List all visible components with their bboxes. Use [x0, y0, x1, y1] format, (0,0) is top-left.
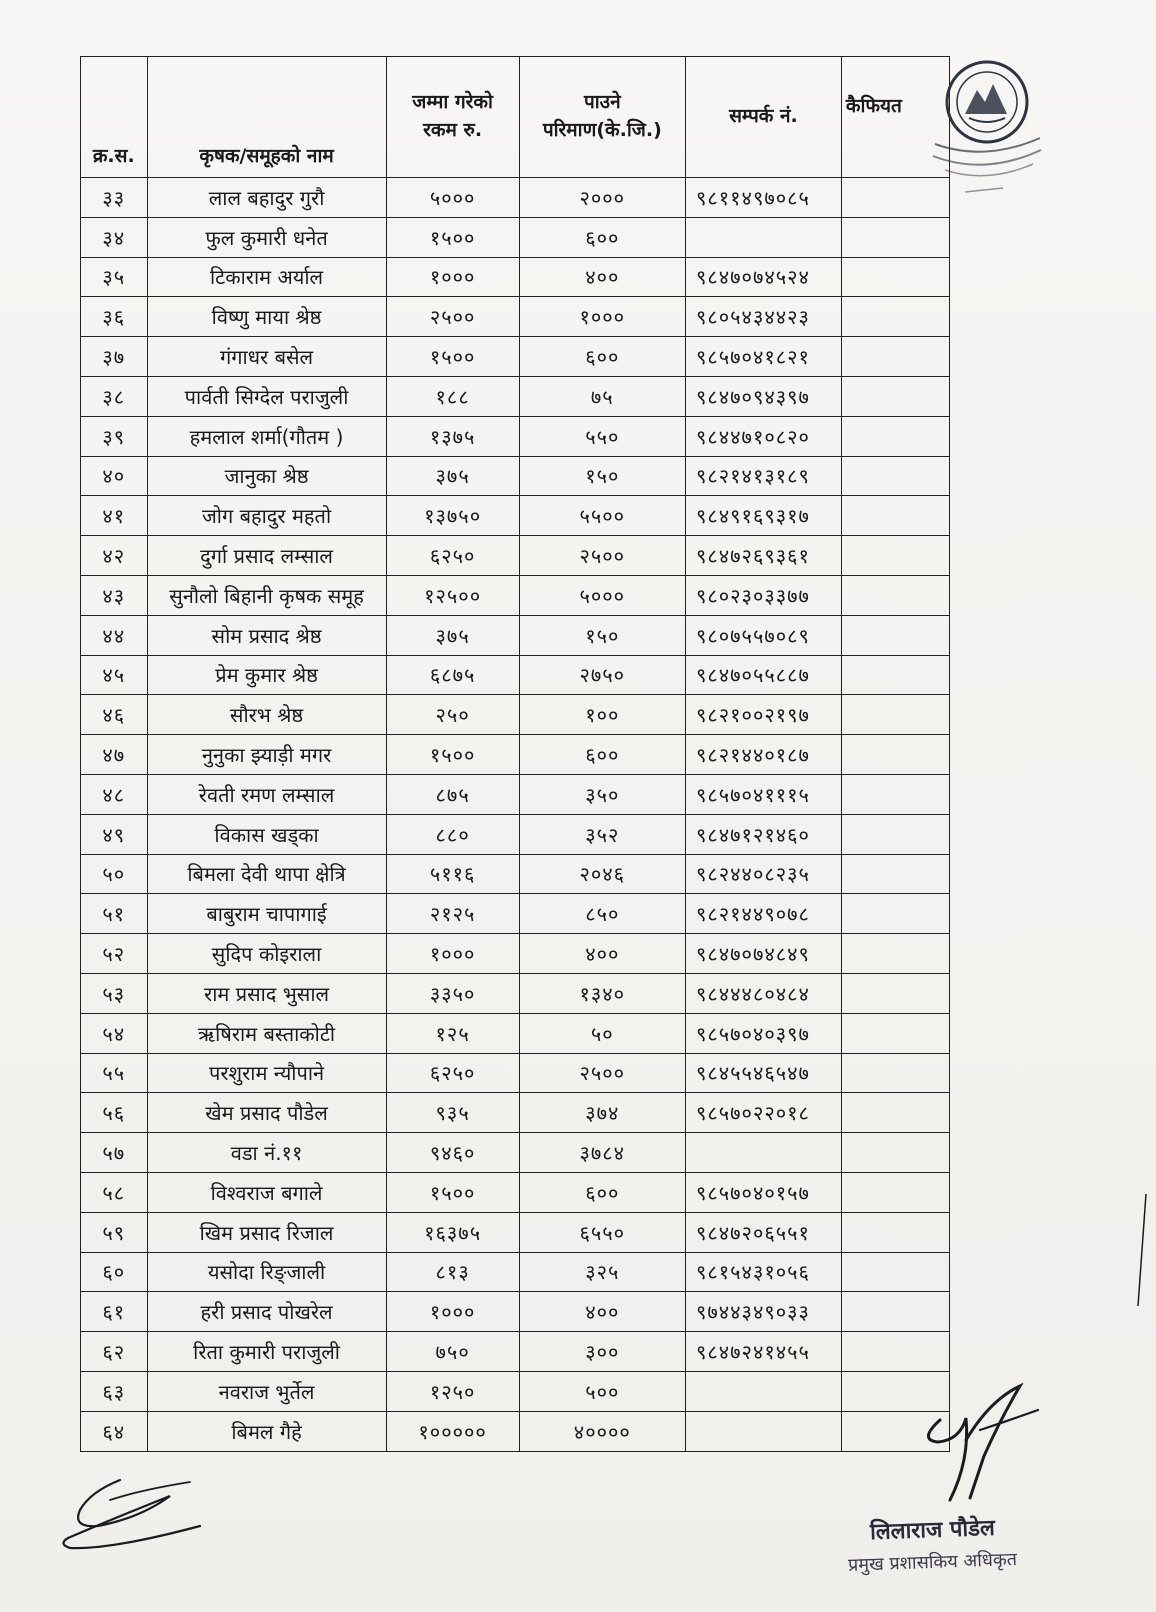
cell-name: सुनौलो बिहानी कृषक समूह: [147, 575, 386, 615]
cell-quantity: २५००: [519, 1053, 685, 1093]
cell-name: टिकाराम अर्याल: [147, 257, 386, 297]
cell-remarks: [841, 655, 949, 695]
cell-amount: १३७५०: [386, 496, 519, 536]
table-row: [81, 735, 950, 775]
municipal-seal-icon: [925, 52, 1045, 212]
cell-amount: १०००: [386, 1292, 519, 1332]
signatory-name: लिलाराज पौडेल: [869, 1515, 996, 1546]
table-row: [81, 178, 950, 218]
header-qty-line2: परिमाण(के.जि.): [542, 119, 662, 141]
cell-sn: ४९: [81, 814, 148, 854]
cell-sn: ५१: [81, 894, 148, 934]
table-row: [81, 1093, 950, 1133]
cell-amount: १५००: [386, 1172, 519, 1212]
table-row: [81, 973, 950, 1013]
cell-name: हमलाल शर्मा(गौतम ): [147, 416, 386, 456]
cell-amount: २५०: [386, 695, 519, 735]
cell-amount: ५११६: [386, 854, 519, 894]
cell-name: रिता कुमारी पराजुली: [147, 1332, 386, 1372]
cell-quantity: ८५०: [519, 894, 685, 934]
cell-sn: ३६: [81, 297, 148, 337]
header-quantity: [519, 57, 685, 178]
table-row: [81, 655, 950, 695]
cell-name: नवराज भुर्तेल: [147, 1371, 386, 1411]
table-row: [81, 1371, 950, 1411]
cell-sn: ४४: [81, 615, 148, 655]
cell-amount: २१२५: [386, 894, 519, 934]
cell-sn: ५२: [81, 934, 148, 974]
cell-contact: ९८५७०४०३९७: [685, 1013, 841, 1053]
cell-remarks: [841, 615, 949, 655]
cell-quantity: ६००: [519, 735, 685, 775]
cell-contact: ९८४७२६९३६१: [685, 536, 841, 576]
cell-sn: ५६: [81, 1093, 148, 1133]
cell-quantity: ३००: [519, 1332, 685, 1372]
cell-amount: १५००: [386, 337, 519, 377]
cell-remarks: [841, 934, 949, 974]
cell-amount: १०००: [386, 257, 519, 297]
cell-name: ऋषिराम बस्ताकोटी: [147, 1013, 386, 1053]
cell-contact: ९८४७१२१४६०: [685, 814, 841, 854]
cell-sn: ५०: [81, 854, 148, 894]
cell-amount: ६२५०: [386, 1053, 519, 1093]
signatory-title: प्रमुख प्रशासकिय अधिकृत: [847, 1549, 1018, 1576]
cell-contact: ९८५७०४१११५: [685, 774, 841, 814]
cell-name: सुदिप कोइराला: [147, 934, 386, 974]
header-sn: क्र.स.: [81, 57, 148, 178]
cell-name: विष्णु माया श्रेष्ठ: [147, 297, 386, 337]
header-amount: [386, 57, 519, 178]
cell-contact: ९७४४३४९०३३: [685, 1292, 841, 1332]
table-row: [81, 1172, 950, 1212]
cell-quantity: १०००: [519, 297, 685, 337]
cell-contact: [685, 1133, 841, 1173]
cell-name: सौरभ श्रेष्ठ: [147, 695, 386, 735]
cell-amount: १५००: [386, 735, 519, 775]
cell-name: खेम प्रसाद पौडेल: [147, 1093, 386, 1133]
cell-contact: ९८२१४४९०७८: [685, 894, 841, 934]
table-row: [81, 536, 950, 576]
margin-pen-mark: [1132, 1190, 1152, 1310]
cell-sn: ३७: [81, 337, 148, 377]
cell-contact: ९८२१४१३१८९: [685, 456, 841, 496]
cell-name: पार्वती सिग्देल पराजुली: [147, 376, 386, 416]
cell-remarks: [841, 735, 949, 775]
header-remarks: कैफियत: [841, 57, 949, 178]
cell-contact: [685, 1411, 841, 1451]
cell-name: परशुराम न्यौपाने: [147, 1053, 386, 1093]
cell-name: हरी प्रसाद पोखरेल: [147, 1292, 386, 1332]
cell-quantity: २५००: [519, 536, 685, 576]
cell-remarks: [841, 376, 949, 416]
cell-name: यसोदा रिङ्जाली: [147, 1252, 386, 1292]
cell-remarks: [841, 1093, 949, 1133]
cell-remarks: [841, 217, 949, 257]
cell-remarks: [841, 337, 949, 377]
cell-quantity: ७५: [519, 376, 685, 416]
cell-remarks: [841, 575, 949, 615]
cell-contact: [685, 217, 841, 257]
cell-name: फुल कुमारी धनेत: [147, 217, 386, 257]
cell-amount: ३७५: [386, 456, 519, 496]
table-row: [81, 934, 950, 974]
table-row: [81, 695, 950, 735]
cell-contact: [685, 1371, 841, 1411]
cell-contact: ९८४४७१०८२०: [685, 416, 841, 456]
cell-amount: १२५: [386, 1013, 519, 1053]
cell-remarks: [841, 1053, 949, 1093]
cell-contact: ९८१५४३१०५६: [685, 1252, 841, 1292]
cell-name: सोम प्रसाद श्रेष्ठ: [147, 615, 386, 655]
cell-name: बाबुराम चापागाई: [147, 894, 386, 934]
cell-sn: ६०: [81, 1252, 148, 1292]
cell-amount: १५००: [386, 217, 519, 257]
cell-contact: ९८४७०९४३९७: [685, 376, 841, 416]
cell-amount: १२५००: [386, 575, 519, 615]
cell-sn: ५४: [81, 1013, 148, 1053]
cell-remarks: [841, 1133, 949, 1173]
cell-name: लाल बहादुर गुरौ: [147, 178, 386, 218]
cell-sn: ४१: [81, 496, 148, 536]
cell-sn: ३८: [81, 376, 148, 416]
cell-name: विश्वराज बगाले: [147, 1172, 386, 1212]
signature-icon: [50, 1460, 220, 1555]
cell-remarks: [841, 695, 949, 735]
cell-sn: ४६: [81, 695, 148, 735]
cell-sn: ५८: [81, 1172, 148, 1212]
cell-remarks: [841, 814, 949, 854]
cell-sn: ३९: [81, 416, 148, 456]
cell-remarks: [841, 854, 949, 894]
cell-quantity: ४००: [519, 934, 685, 974]
cell-name: वडा नं.११: [147, 1133, 386, 1173]
cell-sn: ६३: [81, 1371, 148, 1411]
cell-remarks: [841, 536, 949, 576]
cell-quantity: ४००००: [519, 1411, 685, 1451]
cell-amount: ५०००: [386, 178, 519, 218]
cell-quantity: १००: [519, 695, 685, 735]
cell-amount: ९४६०: [386, 1133, 519, 1173]
cell-contact: ९८४४४८०४८४: [685, 973, 841, 1013]
cell-quantity: २०००: [519, 178, 685, 218]
cell-contact: ९८४९१६९३१७: [685, 496, 841, 536]
cell-quantity: ३२५: [519, 1252, 685, 1292]
header-amount-line2: रकम रु.: [423, 119, 483, 141]
cell-amount: ७५०: [386, 1332, 519, 1372]
cell-sn: ३५: [81, 257, 148, 297]
table-row: [81, 217, 950, 257]
table-row: [81, 1411, 950, 1451]
table-row: [81, 1212, 950, 1252]
cell-quantity: ६००: [519, 1172, 685, 1212]
table-row: [81, 297, 950, 337]
cell-name: जोग बहादुर महतो: [147, 496, 386, 536]
cell-name: बिमल गैहे: [147, 1411, 386, 1451]
cell-quantity: ५००: [519, 1371, 685, 1411]
table-row: [81, 1252, 950, 1292]
cell-quantity: ३५०: [519, 774, 685, 814]
cell-sn: ५५: [81, 1053, 148, 1093]
table-row: [81, 337, 950, 377]
cell-remarks: [841, 1292, 949, 1332]
cell-contact: ९८४७०५५८८७: [685, 655, 841, 695]
cell-quantity: ५०००: [519, 575, 685, 615]
cell-contact: ९८०५४३४४२३: [685, 297, 841, 337]
cell-amount: ६८७५: [386, 655, 519, 695]
cell-name: राम प्रसाद भुसाल: [147, 973, 386, 1013]
cell-remarks: [841, 894, 949, 934]
cell-sn: ४२: [81, 536, 148, 576]
table-row: [81, 854, 950, 894]
cell-sn: ६१: [81, 1292, 148, 1332]
cell-quantity: ५५००: [519, 496, 685, 536]
table-row: [81, 894, 950, 934]
cell-name: प्रेम कुमार श्रेष्ठ: [147, 655, 386, 695]
cell-quantity: १५०: [519, 456, 685, 496]
cell-name: खिम प्रसाद रिजाल: [147, 1212, 386, 1252]
cell-remarks: [841, 297, 949, 337]
cell-contact: ९८४५५४६५४७: [685, 1053, 841, 1093]
cell-contact: ९८४७२४१४५५: [685, 1332, 841, 1372]
cell-amount: ६२५०: [386, 536, 519, 576]
table-row: [81, 615, 950, 655]
cell-name: नुनुका झ्याड़ी मगर: [147, 735, 386, 775]
cell-amount: १०००००: [386, 1411, 519, 1451]
cell-amount: ८८०: [386, 814, 519, 854]
cell-sn: ३४: [81, 217, 148, 257]
cell-remarks: [841, 1013, 949, 1053]
cell-name: बिमला देवी थापा क्षेत्रि: [147, 854, 386, 894]
cell-remarks: [841, 1252, 949, 1292]
cell-amount: १०००: [386, 934, 519, 974]
table-row: [81, 575, 950, 615]
cell-amount: १३७५: [386, 416, 519, 456]
cell-quantity: ३५२: [519, 814, 685, 854]
cell-sn: ५९: [81, 1212, 148, 1252]
cell-remarks: [841, 1172, 949, 1212]
cell-sn: ४५: [81, 655, 148, 695]
cell-quantity: ३७८४: [519, 1133, 685, 1173]
cell-remarks: [841, 1332, 949, 1372]
header-amount-line1: जम्मा गरेको: [412, 91, 493, 114]
cell-contact: ९८२४४०८२३५: [685, 854, 841, 894]
table-row: [81, 1053, 950, 1093]
cell-contact: ९८११४९७०८५: [685, 178, 841, 218]
farmer-deposit-table: [80, 56, 950, 1452]
cell-amount: २५००: [386, 297, 519, 337]
table-row: [81, 257, 950, 297]
cell-quantity: ४००: [519, 257, 685, 297]
cell-amount: ८७५: [386, 774, 519, 814]
cell-name: जानुका श्रेष्ठ: [147, 456, 386, 496]
cell-amount: १६३७५: [386, 1212, 519, 1252]
cell-name: दुर्गा प्रसाद लम्साल: [147, 536, 386, 576]
signature-icon: [910, 1380, 1050, 1510]
cell-quantity: १३४०: [519, 973, 685, 1013]
cell-remarks: [841, 774, 949, 814]
cell-contact: ९८०२३०३३७७: [685, 575, 841, 615]
cell-contact: ९८२१००२१९७: [685, 695, 841, 735]
cell-quantity: १५०: [519, 615, 685, 655]
table-row: [81, 1332, 950, 1372]
cell-sn: ४०: [81, 456, 148, 496]
cell-quantity: २७५०: [519, 655, 685, 695]
cell-sn: ३३: [81, 178, 148, 218]
cell-quantity: ५०: [519, 1013, 685, 1053]
table-row: [81, 1292, 950, 1332]
cell-name: गंगाधर बसेल: [147, 337, 386, 377]
cell-contact: ९८५७०४१८२१: [685, 337, 841, 377]
cell-contact: ९८५७०२२०१८: [685, 1093, 841, 1133]
header-contact: सम्पर्क नं.: [685, 57, 841, 178]
cell-name: रेवती रमण लम्साल: [147, 774, 386, 814]
cell-sn: ४७: [81, 735, 148, 775]
table-header-row: [81, 57, 950, 178]
cell-quantity: ६००: [519, 217, 685, 257]
cell-quantity: ४००: [519, 1292, 685, 1332]
cell-contact: ९८४७०७४५२४: [685, 257, 841, 297]
cell-quantity: २०४६: [519, 854, 685, 894]
table-row: [81, 416, 950, 456]
cell-contact: ९८४७२०६५५१: [685, 1212, 841, 1252]
cell-amount: ३३५०: [386, 973, 519, 1013]
cell-sn: ६२: [81, 1332, 148, 1372]
cell-remarks: [841, 257, 949, 297]
table-row: [81, 774, 950, 814]
cell-sn: ४८: [81, 774, 148, 814]
cell-quantity: ३७४: [519, 1093, 685, 1133]
cell-quantity: ५५०: [519, 416, 685, 456]
cell-amount: १२५०: [386, 1371, 519, 1411]
cell-remarks: [841, 1212, 949, 1252]
cell-contact: ९८०७५५७०८९: [685, 615, 841, 655]
table-row: [81, 496, 950, 536]
cell-sn: ५३: [81, 973, 148, 1013]
cell-remarks: [841, 973, 949, 1013]
cell-amount: ८१३: [386, 1252, 519, 1292]
header-name: कृषक/समूहको नाम: [147, 57, 386, 178]
table-row: [81, 1013, 950, 1053]
cell-remarks: [841, 456, 949, 496]
cell-amount: ९३५: [386, 1093, 519, 1133]
cell-contact: ९८५७०४०१५७: [685, 1172, 841, 1212]
cell-sn: ६४: [81, 1411, 148, 1451]
table-row: [81, 456, 950, 496]
cell-contact: ९८४७०७४८४९: [685, 934, 841, 974]
cell-amount: १८८: [386, 376, 519, 416]
table-row: [81, 814, 950, 854]
cell-quantity: ६५५०: [519, 1212, 685, 1252]
table-row: [81, 376, 950, 416]
cell-remarks: [841, 416, 949, 456]
cell-remarks: [841, 496, 949, 536]
table-row: [81, 1133, 950, 1173]
cell-name: विकास खड्का: [147, 814, 386, 854]
cell-sn: ४३: [81, 575, 148, 615]
cell-contact: ९८२१४४०१८७: [685, 735, 841, 775]
cell-amount: ३७५: [386, 615, 519, 655]
cell-sn: ५७: [81, 1133, 148, 1173]
cell-quantity: ६००: [519, 337, 685, 377]
header-qty-line1: पाउने: [583, 91, 621, 114]
table-body: [81, 178, 950, 1452]
